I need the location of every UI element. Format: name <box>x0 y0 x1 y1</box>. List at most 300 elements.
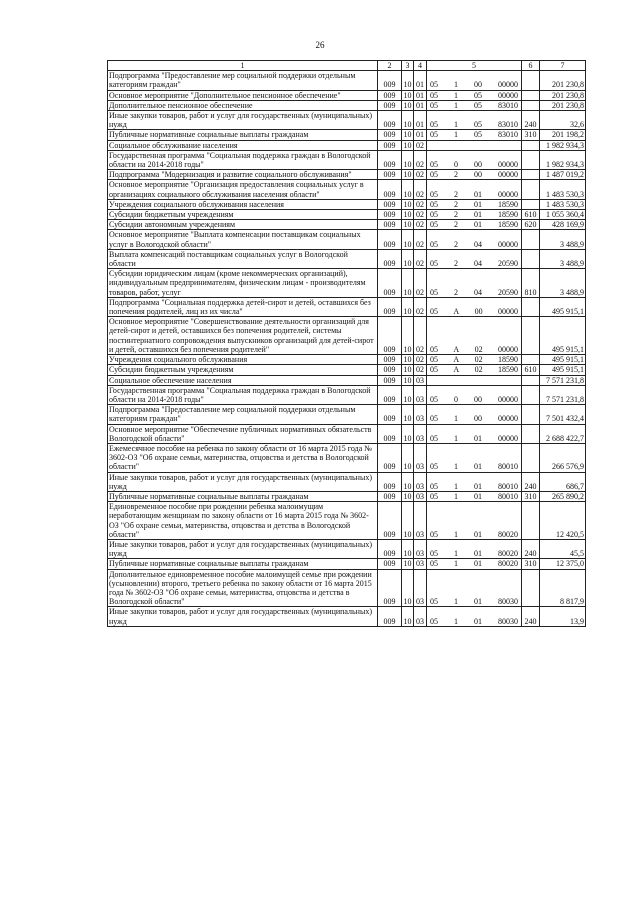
cell-expense-type <box>522 317 540 355</box>
table-row <box>108 90 586 100</box>
table-row <box>108 100 586 110</box>
table-row <box>108 150 586 169</box>
cell-amount: 13,9 <box>540 607 586 626</box>
table-row <box>108 559 586 569</box>
cell-name: Иные закупки товаров, работ и услуг для государственных (муниципальных) нужд <box>108 539 378 558</box>
cell-section: 10 <box>403 170 412 180</box>
table-row <box>108 539 586 558</box>
target-code-part: 05 <box>430 259 438 269</box>
cell-section: 10 <box>402 539 414 558</box>
cell-section: 10 <box>403 375 412 385</box>
target-code-part: 05 <box>430 199 438 209</box>
cell-ministry: 009 <box>378 443 402 472</box>
cell-section: 10 <box>402 424 414 443</box>
cell-ministry: 009 <box>378 539 402 558</box>
target-code-part: 1 <box>454 529 458 539</box>
target-code-part: 05 <box>474 130 482 140</box>
target-code-part: 05 <box>430 80 438 90</box>
target-code-part: 1 <box>454 414 458 424</box>
target-code-part: 04 <box>474 287 482 297</box>
target-code-part: 01 <box>474 549 482 559</box>
cell-section: 10 <box>402 150 414 169</box>
target-code-part: 80020 <box>498 549 518 559</box>
target-code-part: 00000 <box>498 189 518 199</box>
table-row <box>108 140 586 150</box>
cell-expense-type: 810 <box>522 269 540 298</box>
target-code-part: 00000 <box>498 239 518 249</box>
cell-amount: 495 915,1 <box>540 317 586 355</box>
cell-expense-type <box>522 405 540 424</box>
cell-target-code <box>427 210 522 220</box>
table-row <box>108 199 586 209</box>
table-row <box>108 249 586 268</box>
cell-subsection: 01 <box>414 71 427 90</box>
cell-name: Подпрограмма "Предоставление мер социальной поддержки отдельным категориям граждан" <box>108 405 378 424</box>
target-code-part: 05 <box>430 414 438 424</box>
cell-amount: 1 055 360,4 <box>540 210 586 220</box>
cell-subsection: 01 <box>414 100 427 110</box>
target-code-part: 05 <box>430 491 438 501</box>
target-code-part: 1 <box>454 90 458 100</box>
target-code-part: 20590 <box>498 287 518 297</box>
target-code-part: 2 <box>454 189 458 199</box>
cell-target-code <box>427 199 522 209</box>
table-row <box>108 71 586 90</box>
cell-name: Иные закупки товаров, работ и услуг для государственных (муниципальных) нужд <box>108 607 378 626</box>
target-code-part: 0 <box>454 160 458 170</box>
cell-name: Подпрограмма "Предоставление мер социальной поддержки отдельным категориям граждан" <box>108 71 378 90</box>
cell-section: 10 <box>403 220 412 230</box>
cell-subsection: 01 <box>414 111 427 130</box>
cell-name: Государственная программа "Социальная поддержка граждан в Вологодской области на 2014-2018 годы" <box>108 150 378 169</box>
header-row <box>108 61 586 71</box>
target-code-part: 80030 <box>498 616 518 626</box>
cell-target-code <box>427 130 522 140</box>
cell-subsection: 02 <box>414 199 427 209</box>
target-code-part: 00 <box>474 394 482 404</box>
cell-name: Субсидии бюджетным учреждениям <box>108 365 378 375</box>
target-code-part: 80010 <box>498 481 518 491</box>
target-code-part: 01 <box>474 481 482 491</box>
cell-section: 10 <box>402 297 414 316</box>
cell-ministry: 009 <box>378 230 402 249</box>
cell-amount: 265 890,2 <box>540 491 586 501</box>
target-code-part: 05 <box>430 210 438 220</box>
target-code-part: 18590 <box>498 365 518 375</box>
cell-amount: 266 576,9 <box>540 443 586 472</box>
cell-target-code <box>427 355 522 365</box>
target-code-part: 00000 <box>498 170 518 180</box>
cell-section: 10 <box>402 269 414 298</box>
header-cell: 5 <box>427 61 522 71</box>
cell-section: 10 <box>402 317 414 355</box>
target-code-part: А <box>453 355 460 365</box>
target-code-part: 05 <box>430 462 438 472</box>
cell-subsection: 02 <box>414 355 427 365</box>
target-code-part: 80010 <box>498 462 518 472</box>
target-code-part: 18590 <box>498 355 518 365</box>
cell-ministry: 009 <box>378 472 402 491</box>
cell-ministry: 009 <box>378 375 402 385</box>
cell-ministry: 009 <box>378 502 402 540</box>
cell-name: Публичные нормативные социальные выплаты гражданам <box>108 130 378 140</box>
cell-target-code <box>427 111 522 130</box>
target-code-part: 05 <box>430 597 438 607</box>
cell-ministry: 009 <box>378 100 402 110</box>
target-code-part: 01 <box>474 220 482 230</box>
cell-name: Дополнительное единовременное пособие малоимущей семье при рождении (усыновлении) второго, третьего ребенка по закону области от 16 марта 2015 года № 3602-ОЗ "Об охране семьи, материнства, отцовства и детства в Вологодской области" <box>108 569 378 607</box>
cell-section: 10 <box>403 365 412 375</box>
target-code-part: 0 <box>454 394 458 404</box>
target-code-part: 18590 <box>498 220 518 230</box>
cell-section: 10 <box>402 249 414 268</box>
target-code-part: 05 <box>474 100 482 110</box>
cell-expense-type: 240 <box>522 539 540 558</box>
cell-amount: 201 230,8 <box>540 90 586 100</box>
cell-target-code <box>427 491 522 501</box>
cell-subsection: 03 <box>414 443 427 472</box>
cell-subsection: 02 <box>414 140 427 150</box>
table-row <box>108 355 586 365</box>
table-row <box>108 220 586 230</box>
target-code-part: 05 <box>474 90 482 100</box>
cell-amount: 1 483 530,3 <box>540 180 586 199</box>
cell-target-code <box>427 150 522 169</box>
cell-target-code <box>427 90 522 100</box>
cell-ministry: 009 <box>378 491 402 501</box>
cell-expense-type <box>522 385 540 404</box>
cell-subsection: 01 <box>414 130 427 140</box>
cell-subsection: 03 <box>414 607 427 626</box>
target-code-part: 05 <box>430 365 438 375</box>
cell-amount: 1 982 934,3 <box>540 140 586 150</box>
cell-name: Социальное обеспечение населения <box>108 375 378 385</box>
cell-section: 10 <box>402 472 414 491</box>
cell-name: Публичные нормативные социальные выплаты гражданам <box>108 491 378 501</box>
cell-amount: 12 375,0 <box>540 559 586 569</box>
cell-name: Единовременное пособие при рождении ребенка малоимущим неработающим женщинам по закону области от 16 марта 2015 года № 3602-ОЗ "Об охране семьи, материнства, отцовства и детства в Вологодской области" <box>108 502 378 540</box>
cell-expense-type: 240 <box>522 111 540 130</box>
cell-expense-type <box>522 249 540 268</box>
cell-amount: 201 230,8 <box>540 71 586 90</box>
cell-expense-type <box>522 180 540 199</box>
target-code-part: 83010 <box>498 100 518 110</box>
target-code-part: 05 <box>430 189 438 199</box>
cell-amount: 495 915,1 <box>540 365 586 375</box>
cell-target-code <box>427 170 522 180</box>
target-code-part: 1 <box>454 462 458 472</box>
target-code-part: 04 <box>474 259 482 269</box>
header-cell: 2 <box>378 61 402 71</box>
cell-section: 10 <box>402 111 414 130</box>
target-code-part: 01 <box>474 462 482 472</box>
cell-amount: 8 817,9 <box>540 569 586 607</box>
cell-section: 10 <box>402 180 414 199</box>
target-code-part: 05 <box>474 120 482 130</box>
cell-expense-type <box>522 424 540 443</box>
cell-name: Иные закупки товаров, работ и услуг для государственных (муниципальных) нужд <box>108 472 378 491</box>
target-code-part: 83010 <box>498 120 518 130</box>
cell-section: 10 <box>403 130 412 140</box>
cell-expense-type <box>522 569 540 607</box>
cell-expense-type: 310 <box>522 559 540 569</box>
cell-amount: 686,7 <box>540 472 586 491</box>
target-code-part: 1 <box>454 491 458 501</box>
cell-expense-type <box>522 199 540 209</box>
cell-name: Публичные нормативные социальные выплаты гражданам <box>108 559 378 569</box>
cell-section: 10 <box>402 71 414 90</box>
page-number: 26 <box>315 40 325 50</box>
cell-subsection: 02 <box>414 365 427 375</box>
cell-target-code <box>427 230 522 249</box>
table-row <box>108 385 586 404</box>
cell-amount: 7 571 231,8 <box>540 385 586 404</box>
cell-subsection: 01 <box>414 90 427 100</box>
target-code-part: 80030 <box>498 597 518 607</box>
header-cell: 6 <box>522 61 540 71</box>
cell-name: Субсидии бюджетным учреждениям <box>108 210 378 220</box>
cell-target-code <box>427 385 522 404</box>
cell-ministry: 009 <box>378 220 402 230</box>
cell-name: Социальное обслуживание населения <box>108 140 378 150</box>
target-code-part: 05 <box>430 549 438 559</box>
target-code-part: 00000 <box>498 80 518 90</box>
cell-expense-type: 310 <box>522 130 540 140</box>
cell-ministry: 009 <box>378 385 402 404</box>
cell-ministry: 009 <box>378 170 402 180</box>
cell-subsection: 02 <box>414 170 427 180</box>
cell-amount: 3 488,9 <box>540 230 586 249</box>
cell-expense-type <box>522 443 540 472</box>
cell-section: 10 <box>403 90 412 100</box>
cell-ministry: 009 <box>378 150 402 169</box>
table-row <box>108 607 586 626</box>
target-code-part: 2 <box>454 239 458 249</box>
cell-name: Государственная программа "Социальная поддержка граждан в Вологодской области на 2014-2018 годы" <box>108 385 378 404</box>
target-code-part: 04 <box>474 239 482 249</box>
target-code-part: 1 <box>454 559 458 569</box>
target-code-part: 05 <box>430 394 438 404</box>
cell-name: Иные закупки товаров, работ и услуг для государственных (муниципальных) нужд <box>108 111 378 130</box>
cell-name: Выплата компенсаций поставщикам социальных услуг в Вологодской области <box>108 249 378 268</box>
cell-section: 10 <box>402 443 414 472</box>
target-code-part: 05 <box>430 100 438 110</box>
cell-target-code <box>427 443 522 472</box>
cell-ministry: 009 <box>378 424 402 443</box>
cell-amount: 45,5 <box>540 539 586 558</box>
cell-expense-type <box>522 297 540 316</box>
cell-ministry: 009 <box>378 297 402 316</box>
cell-subsection: 03 <box>414 375 427 385</box>
target-code-part: 80020 <box>498 559 518 569</box>
target-code-part: 05 <box>430 130 438 140</box>
target-code-part: 00000 <box>498 344 518 354</box>
target-code-part: 02 <box>474 355 483 365</box>
cell-ministry: 009 <box>378 559 402 569</box>
cell-name: Учреждения социального обслуживания населения <box>108 199 378 209</box>
target-code-part: 05 <box>430 344 438 354</box>
cell-ministry: 009 <box>378 90 402 100</box>
target-code-part: 05 <box>430 559 438 569</box>
target-code-part: А <box>453 307 460 317</box>
target-code-part: 01 <box>474 491 482 501</box>
target-code-part: 2 <box>454 170 458 180</box>
cell-target-code <box>427 365 522 375</box>
target-code-part: 05 <box>430 529 438 539</box>
cell-target-code <box>427 502 522 540</box>
target-code-part: 2 <box>454 287 458 297</box>
target-code-part: 1 <box>454 80 458 90</box>
cell-section: 10 <box>402 569 414 607</box>
cell-name: Ежемесячное пособие на ребенка по закону области от 16 марта 2015 года № 3602-ОЗ "Об охране семьи, материнства, отцовства и детства в Вологодской области" <box>108 443 378 472</box>
target-code-part: 1 <box>454 481 458 491</box>
header-cell: 7 <box>540 61 586 71</box>
cell-amount: 1 483 530,3 <box>540 199 586 209</box>
target-code-part: 00 <box>474 307 483 317</box>
cell-subsection: 03 <box>414 385 427 404</box>
cell-subsection: 02 <box>414 297 427 316</box>
table-row <box>108 443 586 472</box>
budget-table <box>107 60 586 627</box>
target-code-part: 80010 <box>498 491 518 501</box>
cell-expense-type <box>522 100 540 110</box>
cell-subsection: 03 <box>414 502 427 540</box>
cell-target-code <box>427 405 522 424</box>
cell-name: Основное мероприятие "Дополнительное пенсионное обеспечение" <box>108 90 378 100</box>
target-code-part: 00000 <box>498 433 518 443</box>
cell-target-code <box>427 375 522 385</box>
cell-subsection: 02 <box>414 210 427 220</box>
cell-subsection: 03 <box>414 424 427 443</box>
target-code-part: 00 <box>474 160 482 170</box>
table-row <box>108 180 586 199</box>
cell-target-code <box>427 180 522 199</box>
cell-expense-type <box>522 230 540 249</box>
cell-ministry: 009 <box>378 210 402 220</box>
cell-subsection: 02 <box>414 230 427 249</box>
target-code-part: 18590 <box>498 199 518 209</box>
target-code-part: 00000 <box>498 307 518 317</box>
target-code-part: 01 <box>474 210 482 220</box>
target-code-part: 05 <box>430 433 438 443</box>
target-code-part: 00000 <box>498 394 518 404</box>
cell-amount: 495 915,1 <box>540 297 586 316</box>
target-code-part: 83010 <box>498 130 518 140</box>
cell-section: 10 <box>403 559 412 569</box>
cell-expense-type <box>522 140 540 150</box>
target-code-part: 05 <box>430 287 438 297</box>
cell-section: 10 <box>402 607 414 626</box>
cell-ministry: 009 <box>378 569 402 607</box>
table-row <box>108 365 586 375</box>
target-code-part: 00000 <box>498 160 518 170</box>
cell-ministry: 009 <box>378 355 402 365</box>
cell-section: 10 <box>403 355 412 365</box>
cell-target-code <box>427 220 522 230</box>
target-code-part: 05 <box>430 307 438 317</box>
table-row <box>108 569 586 607</box>
target-code-part: 2 <box>454 199 458 209</box>
cell-amount: 201 230,8 <box>540 100 586 110</box>
cell-subsection: 03 <box>414 491 427 501</box>
cell-expense-type <box>522 375 540 385</box>
target-code-part: 1 <box>454 120 458 130</box>
cell-target-code <box>427 317 522 355</box>
cell-name: Основное мероприятие "Выплата компенсации поставщикам социальных услуг в Вологодской области" <box>108 230 378 249</box>
table-row <box>108 491 586 501</box>
cell-section: 10 <box>402 230 414 249</box>
cell-target-code <box>427 100 522 110</box>
target-code-part: 01 <box>474 597 482 607</box>
cell-target-code <box>427 140 522 150</box>
table-row <box>108 472 586 491</box>
cell-amount: 1 982 934,3 <box>540 150 586 169</box>
cell-subsection: 03 <box>414 405 427 424</box>
target-code-part: 05 <box>430 90 438 100</box>
table-row <box>108 317 586 355</box>
target-code-part: 05 <box>430 355 438 365</box>
cell-target-code <box>427 559 522 569</box>
cell-name: Основное мероприятие "Обеспечение публичных нормативных обязательств Вологодской области" <box>108 424 378 443</box>
cell-subsection: 03 <box>414 559 427 569</box>
target-code-part: 2 <box>454 220 458 230</box>
cell-expense-type <box>522 90 540 100</box>
cell-section: 10 <box>403 100 412 110</box>
table-row <box>108 130 586 140</box>
cell-amount: 2 688 422,7 <box>540 424 586 443</box>
cell-amount: 3 488,9 <box>540 249 586 268</box>
target-code-part: 05 <box>430 170 438 180</box>
target-code-part: 00 <box>474 80 482 90</box>
header-cell: 4 <box>414 61 427 71</box>
cell-amount: 1 487 019,2 <box>540 170 586 180</box>
target-code-part: 00000 <box>498 90 518 100</box>
cell-amount: 495 915,1 <box>540 355 586 365</box>
target-code-part: 00000 <box>498 414 518 424</box>
target-code-part: 2 <box>454 210 458 220</box>
cell-subsection: 02 <box>414 220 427 230</box>
cell-subsection: 02 <box>414 317 427 355</box>
cell-name: Учреждения социального обслуживания <box>108 355 378 365</box>
cell-expense-type: 240 <box>522 472 540 491</box>
cell-ministry: 009 <box>378 140 402 150</box>
cell-subsection: 02 <box>414 150 427 169</box>
cell-section: 10 <box>403 140 412 150</box>
table-row <box>108 269 586 298</box>
target-code-part: 1 <box>454 433 458 443</box>
target-code-part: 05 <box>430 481 438 491</box>
target-code-part: А <box>453 344 460 354</box>
cell-expense-type: 620 <box>522 220 540 230</box>
table-row <box>108 210 586 220</box>
table-body <box>108 71 586 627</box>
cell-subsection: 02 <box>414 269 427 298</box>
cell-target-code <box>427 539 522 558</box>
target-code-part: 1 <box>454 616 458 626</box>
target-code-part: 18590 <box>498 210 518 220</box>
cell-name: Подпрограмма "Социальная поддержка детей-сирот и детей, оставшихся без попечения родителей, лиц из их числа" <box>108 297 378 316</box>
cell-ministry: 009 <box>378 317 402 355</box>
cell-expense-type <box>522 170 540 180</box>
cell-target-code <box>427 71 522 90</box>
target-code-part: 1 <box>454 130 458 140</box>
cell-ministry: 009 <box>378 269 402 298</box>
cell-amount: 428 169,9 <box>540 220 586 230</box>
cell-expense-type: 610 <box>522 210 540 220</box>
table-row <box>108 111 586 130</box>
cell-target-code <box>427 472 522 491</box>
cell-amount: 201 198,2 <box>540 130 586 140</box>
